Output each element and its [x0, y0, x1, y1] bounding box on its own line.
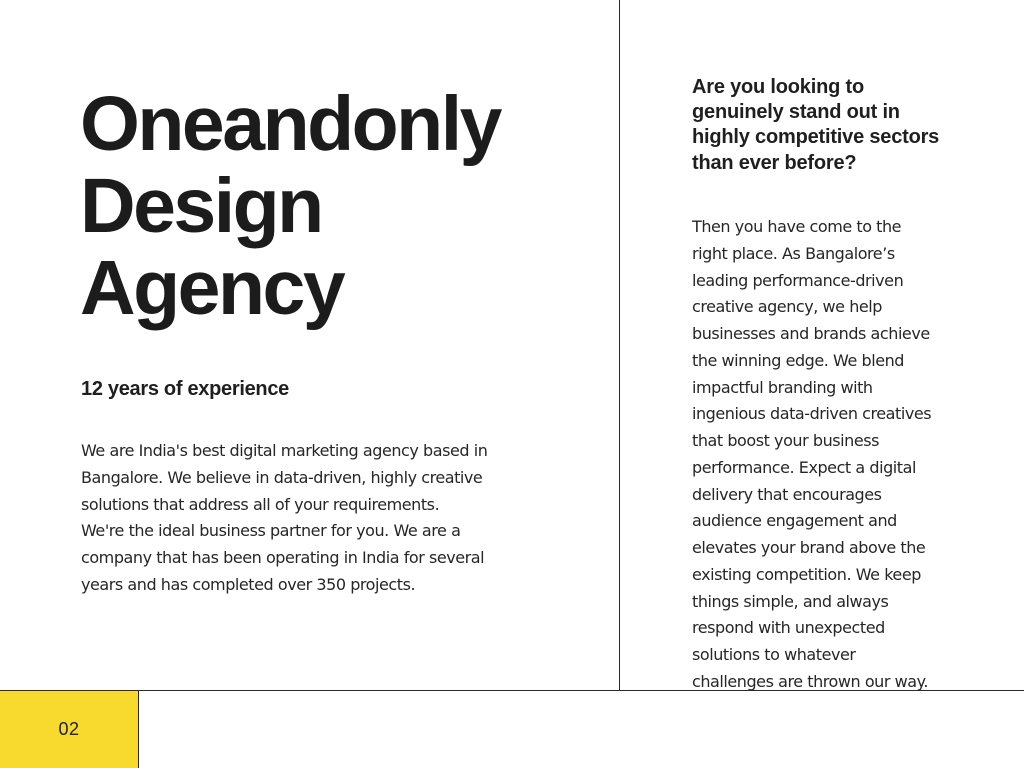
title-line: Agency [80, 245, 344, 331]
answer-paragraph [692, 214, 992, 696]
answer-line: elevates your brand above the [692, 538, 926, 557]
title-line: Oneandonly [80, 81, 500, 167]
question-line: genuinely stand out in [692, 101, 900, 124]
question-line: than ever before? [692, 151, 857, 174]
intro-line: company that has been operating in India for several [81, 548, 485, 568]
intro-line: Bangalore. We believe in data-driven, highly creative [81, 467, 483, 487]
question-heading [692, 75, 992, 176]
answer-line: existing competition. We keep [692, 564, 921, 584]
answer-line: things simple, and always [692, 591, 889, 611]
answer-line: right place. As Bangalore’s [692, 243, 895, 263]
answer-line: challenges are thrown our way. [692, 671, 929, 691]
intro-line: solutions that address all of your requirements. [81, 494, 440, 514]
answer-line: respond with unexpected [692, 618, 885, 638]
answer-line: audience engagement and [692, 511, 897, 531]
answer-line: leading performance-driven [692, 270, 904, 290]
answer-line: performance. Expect a digital [692, 457, 916, 477]
experience-subtitle: 12 years of experience [81, 378, 289, 400]
answer-line: impactful branding with [692, 377, 873, 397]
intro-paragraph [81, 438, 551, 599]
answer-line: businesses and brands achieve [692, 324, 930, 343]
intro-line: We're the ideal business partner for you. We are a [81, 521, 461, 541]
question-line: highly competitive sectors [692, 126, 940, 149]
page-title [80, 83, 600, 329]
answer-line: ingenious data-driven creatives [692, 404, 932, 424]
answer-line: the winning edge. We blend [692, 350, 905, 370]
answer-line: delivery that encourages [692, 484, 882, 504]
answer-line: solutions to whatever [692, 645, 856, 664]
vertical-divider [619, 0, 620, 691]
question-line: Are you looking to [692, 76, 864, 98]
page-number-box [0, 691, 139, 768]
answer-line: that boost your business [692, 431, 880, 450]
answer-line: Then you have come to the [692, 217, 902, 236]
answer-line: creative agency, we help [692, 297, 882, 317]
page-number: 02 [58, 719, 80, 739]
title-line: Design [80, 163, 322, 249]
intro-line: We are India's best digital marketing agency based in [81, 441, 488, 460]
intro-line: years and has completed over 350 projects. [81, 574, 416, 594]
